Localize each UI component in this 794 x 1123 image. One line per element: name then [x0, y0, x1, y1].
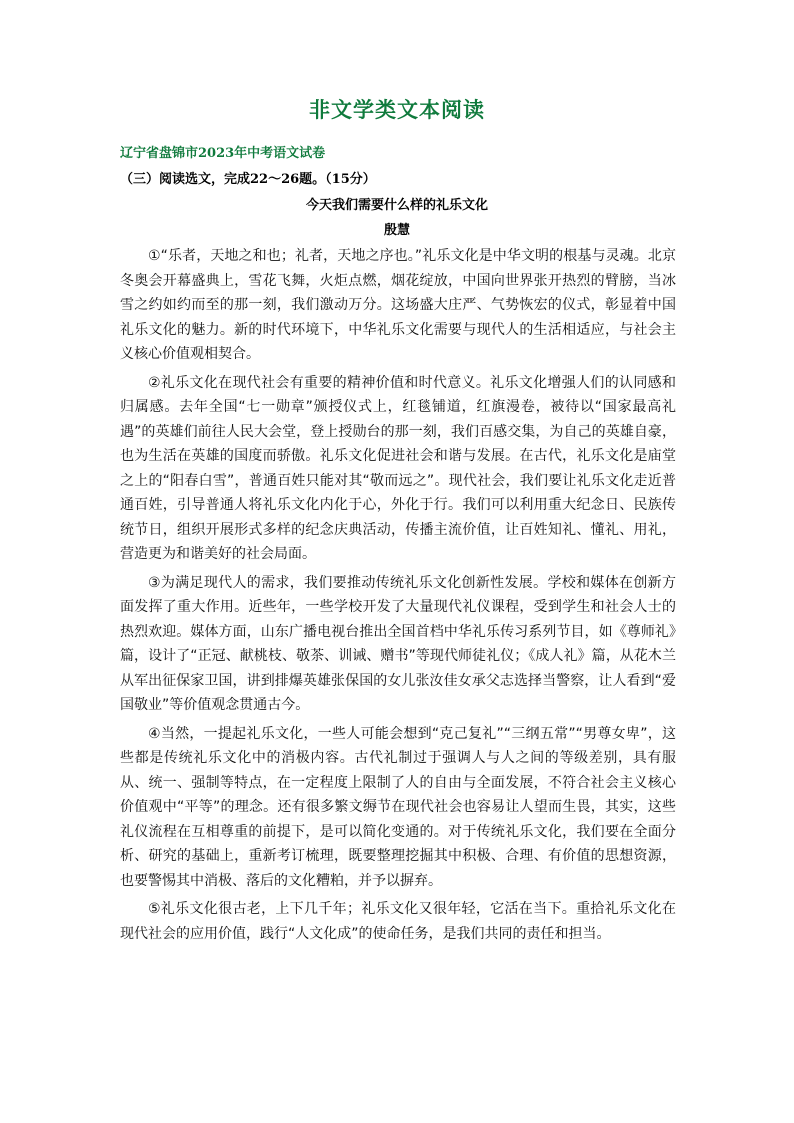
article-body [120, 244, 676, 950]
exam-source: 辽宁省盘锦市2023年中考语文试卷 [120, 146, 326, 161]
paragraph-3: ③为满足现代人的需求，我们要推动传统礼乐文化创新性发展。学校和媒体在创新方面发挥了重大作用。近些年，一些学校开发了大量现代礼仪课程，受到学生和社会人士的热烈欢迎。媒体方面，山东广播电视台推出全国首档中华礼乐传习系列节目，如《尊师礼》篇，设计了“正冠、献桃枝、敬茶、训诫、赠书”等现代师徒礼仪；《成人礼》篇，从花木兰从军出征保家卫国，讲到排爆英雄张保国的女儿张汝佳女承父志选择当警察，让人看到“爱国敬业”等价值观念贯通古今。 [120, 574, 676, 713]
paragraph-1: ①“乐者，天地之和也；礼者，天地之序也。”礼乐文化是中华文明的根基与灵魂。北京冬奥会开幕盛典上，雪花飞舞，火炬点燃，烟花绽放，中国向世界张开热烈的臂膀，当冰雪之约如约而至的那一刻，我们激动万分。这场盛大庄严、气势恢宏的仪式，彰显着中国礼乐文化的魅力。新的时代环境下，中华礼乐文化需要与现代人的生活相适应，与社会主义核心价值观相契合。 [120, 248, 676, 362]
article-author: 殷慧 [383, 223, 410, 238]
page-heading: 非文学类文本阅读 [309, 97, 485, 122]
paragraph-4: ④当然，一提起礼乐文化，一些人可能会想到“克己复礼”“三纲五常”“男尊女卑”，这些都是传统礼乐文化中的消极内容。古代礼制过于强调人与人之间的等级差别，具有服从、统一、强制等特点，在一定程度上限制了人的自由与全面发展，不符合社会主义核心价值观中“平等”的理念。还有很多繁文缛节在现代社会也容易让人望而生畏，其实，这些礼仪流程在互相尊重的前提下，是可以简化变通的。对于传统礼乐文化，我们要在全面分析、研究的基础上，重新考订梳理，既要整理挖掘其中积极、合理、有价值的思想资源，也要警惕其中消极、落后的文化糟粕，并予以摒弃。 [120, 725, 676, 889]
article-title: 今天我们需要什么样的礼乐文化 [305, 198, 488, 213]
question-instruction: （三）阅读选文，完成22～26题。（15分） [120, 172, 376, 187]
paragraph-2: ②礼乐文化在现代社会有重要的精神价值和时代意义。礼乐文化增强人们的认同感和归属感。去年全国“七一勋章”颁授仪式上，红毯铺道，红旗漫卷，被待以“国家最高礼遇”的英雄们前往人民大会堂，登上授勋台的那一刻，我们百感交集，为自己的英雄自豪，也为生活在英雄的国度而骄傲。礼乐文化促进社会和谐与发展。在古代，礼乐文化是庙堂之上的“阳春白雪”，普通百姓只能对其“敬而远之”。现代社会，我们要让礼乐文化走近普通百姓，引导普通人将礼乐文化内化于心，外化于行。我们可以利用重大纪念日、民族传统节日，组织开展形式多样的纪念庆典活动，传播主流价值，让百姓知礼、懂礼、用礼，营造更为和谐美好的社会局面。 [120, 374, 676, 562]
paragraph-5: ⑤礼乐文化很古老，上下几千年；礼乐文化又很年轻，它活在当下。重拾礼乐文化在现代社会的应用价值，践行“人文化成”的使命任务，是我们共同的责任和担当。 [120, 901, 676, 942]
